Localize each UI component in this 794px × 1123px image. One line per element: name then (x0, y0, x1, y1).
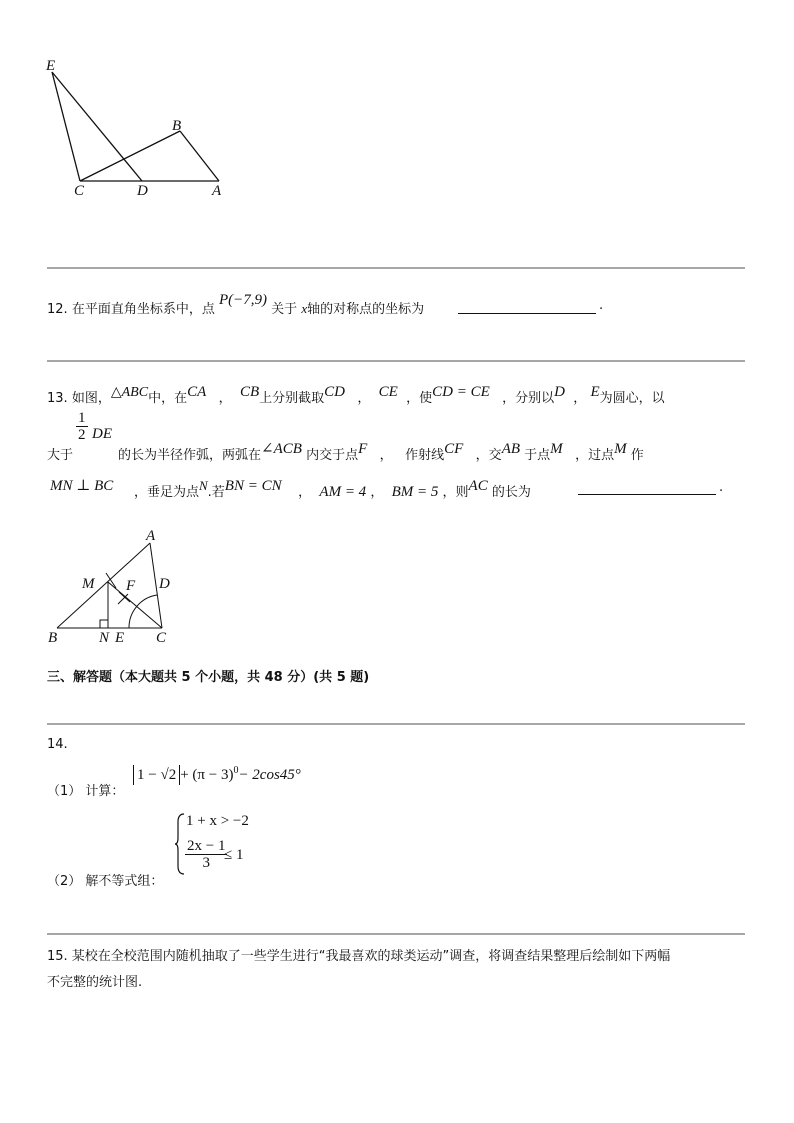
question-number: 13. (47, 391, 68, 406)
label-m: M (82, 576, 95, 592)
q12-text: 轴的对称点的坐标为 (307, 302, 425, 317)
q13-text: 作 (630, 448, 644, 463)
q13-text: ， (370, 485, 384, 500)
q14-part1-expression (133, 765, 301, 785)
q13-text: 于点 (524, 448, 551, 463)
q14-term: − 2cos45° (238, 767, 301, 783)
figure-triangle-ecd (40, 55, 240, 205)
q13-math: MN ⊥ BC (50, 478, 114, 494)
q13-text: 大于 (47, 448, 74, 463)
q13-math: DE (92, 426, 112, 442)
label-e: E (115, 630, 125, 646)
q13-math: M (614, 441, 627, 457)
q13-text: 为圆心，以 (599, 391, 665, 406)
q13-text: 中，在 (148, 391, 188, 406)
q12-axis: x (301, 301, 308, 316)
label-d: D (159, 576, 170, 592)
q13-text: ，使 (406, 391, 433, 406)
q14-part2-label: （2） 解不等式组： (47, 874, 164, 889)
question-15-line-2: 不完整的统计图. (47, 975, 143, 990)
question-13-line-1 (47, 384, 665, 407)
question-13-line-2 (47, 410, 74, 463)
q13-text: 作射线 (405, 448, 445, 463)
q13-text: ，过点 (575, 448, 615, 463)
q13-math: CA (187, 384, 207, 400)
q13-text: ， (357, 391, 371, 406)
q13-math: CE (378, 384, 398, 400)
q13-math: M (550, 441, 563, 457)
segment-cb (80, 131, 180, 181)
fraction-one-half (76, 410, 88, 443)
q13-math: △ABC (110, 385, 149, 400)
q13-text: ， (379, 448, 393, 463)
label-b: B (172, 118, 182, 134)
q13-text: ，分别以 (502, 391, 555, 406)
q13-text: 如图， (71, 391, 111, 406)
q13-text: ， (298, 485, 312, 500)
segment-ba (57, 543, 150, 628)
divider (47, 267, 745, 269)
q13-math: ∠ACB (261, 441, 302, 457)
question-15-line-1: 15. 某校在全校范围内随机抽取了一些学生进行“我最喜欢的球类运动”调查，将调查结果整理后绘制如下两幅 (47, 949, 671, 964)
fraction-denominator: 2 (78, 427, 86, 443)
q13-text: 的长为 (491, 485, 531, 500)
question-13-line-3 (50, 478, 531, 501)
q13-math: E (590, 384, 600, 400)
question-13-line-2b (118, 441, 644, 464)
label-d: D (137, 183, 148, 199)
q13-text: ， (218, 391, 232, 406)
absolute-value: 1 − √2 (133, 765, 180, 785)
q13-math: D (554, 384, 566, 400)
label-e: E (46, 58, 56, 74)
q13-text: ， (573, 391, 587, 406)
q14-exponent: 0 (233, 765, 239, 776)
fraction-denominator: 3 (202, 855, 210, 871)
q12-text: 关于 (271, 302, 298, 317)
label-f: F (126, 578, 136, 594)
q14-term: + (π − 3) (180, 767, 234, 783)
figure-triangle-abc (42, 522, 182, 650)
q13-math: F (358, 441, 368, 457)
q13-text: 上分别截取 (259, 391, 325, 406)
divider (47, 933, 745, 935)
section-heading: 三、解答题（本大题共 5 个小题，共 48 分）(共 5 题) (47, 670, 370, 685)
label-n: N (99, 630, 110, 646)
q13-text: 内交于点 (306, 448, 359, 463)
q13-math: CF (444, 441, 464, 457)
label-b: B (48, 630, 58, 646)
fraction-numerator: 1 (78, 410, 86, 426)
divider (47, 360, 745, 362)
q12-point: P(−7,9) (218, 292, 268, 308)
q13-math: AB (501, 441, 521, 457)
q13-text: ，则 (442, 485, 469, 500)
q13-text: ，交 (475, 448, 502, 463)
q13-text: .若 (207, 485, 225, 500)
q13-period: . (719, 480, 724, 495)
q13-text: 的长为半径作弧，两弧在 (118, 448, 262, 463)
q13-text: ，垂足为点 (133, 485, 199, 500)
question-12 (47, 292, 425, 318)
q13-math: CB (239, 384, 260, 400)
fraction-numerator: 2x − 1 (187, 838, 226, 854)
divider (47, 723, 745, 725)
q12-period: . (599, 298, 604, 313)
system-relation: ≤ 1 (224, 847, 244, 863)
q13-math: CD (324, 384, 345, 400)
question-number: 14. (47, 737, 68, 752)
answer-blank-12[interactable] (458, 313, 596, 314)
q14-part1-label: （1） 计算： (47, 784, 125, 799)
label-c: C (74, 183, 85, 199)
system-line-1: 1 + x > −2 (186, 813, 249, 829)
system-line-2 (185, 838, 227, 871)
q13-math: AC (468, 478, 488, 494)
segment-ba (180, 131, 219, 181)
q13-math: CD = CE (432, 384, 490, 400)
label-a: A (146, 528, 156, 544)
q12-text: 在平面直角坐标系中，点 (71, 302, 215, 317)
label-c: C (156, 630, 167, 646)
q13-math: N (198, 478, 208, 493)
answer-blank-13[interactable] (578, 494, 716, 495)
label-a: A (212, 183, 222, 199)
q13-math: BN = CN (224, 478, 282, 494)
right-angle-marker (100, 620, 108, 628)
q13-math: AM = 4 (319, 484, 367, 500)
question-number: 12. (47, 302, 68, 317)
q13-math: BM = 5 (391, 484, 439, 500)
